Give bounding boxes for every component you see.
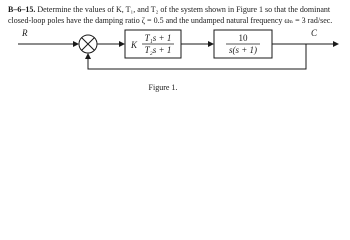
output-label: C xyxy=(311,28,318,38)
controller-denominator: T₂s + 1 xyxy=(144,45,172,55)
controller-block xyxy=(125,30,181,58)
plant-numerator: 10 xyxy=(238,33,248,43)
problem-number: B–6–15. xyxy=(8,5,36,14)
figure-caption: Figure 1. xyxy=(148,83,178,92)
controller-numerator: T₁s + 1 xyxy=(144,33,172,43)
plant-denominator: s(s + 1) xyxy=(228,45,258,55)
summing-junction xyxy=(79,35,97,53)
controller-gain: K xyxy=(131,40,138,50)
problem-text: Determine the values of K, T₁, and T₂ of the system shown in Figure 1 so that the dominant closed-loop poles have the damping ratio ζ = 0.5 and the undamped natural frequency ωₙ = 3 rad/sec. xyxy=(8,5,333,25)
plant-block xyxy=(214,30,272,58)
block-diagram xyxy=(0,0,350,98)
input-label: R xyxy=(22,28,28,38)
feedback-path xyxy=(88,44,306,69)
